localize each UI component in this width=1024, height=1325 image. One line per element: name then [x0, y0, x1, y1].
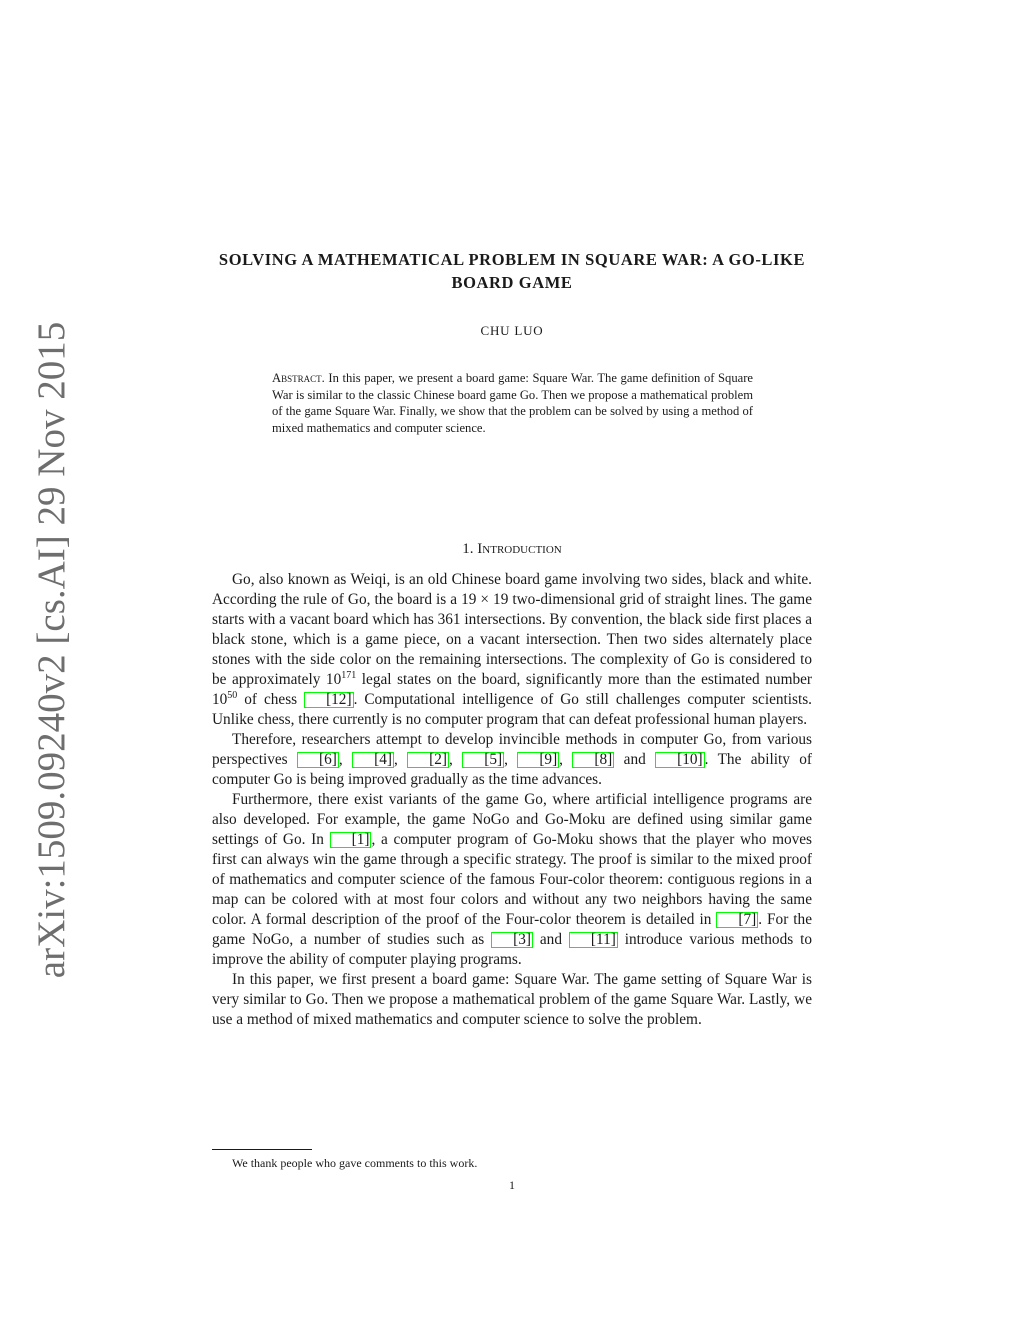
citation-link[interactable]: [4] [352, 752, 394, 768]
text-span: . Computational intelligence of Go still challenges computer scientists. Unlike chess, there currently is no computer program that can defeat professional human players. [212, 691, 812, 728]
citation-link[interactable]: [1] [330, 832, 372, 848]
text-span: , a computer program of Go-Moku shows that the player who moves first can always win the game through a specific strategy. The proof is similar to the mixed proof of mathematics and computer science of the famous Four-color theorem: contiguous regions in a map can be colored with at most four colors and without any two neighbors having the same color. A formal description of the proof of the Four-color theorem is detailed in [212, 831, 813, 928]
paragraph-3 [212, 790, 812, 970]
section-title: Introduction [477, 541, 562, 557]
section-number: 1. [462, 541, 474, 557]
text-span: Go, also known as Weiqi, is an old Chinese board game involving two sides, black and white. According the rule of Go, the board is a 19 × 19 two-dimensional grid of straight lines. The game starts with a vacant board which has 361 intersections. By convention, the black side first places a black stone, which is a game piece, on a vacant intersection. Then two sides alternately place stones with the side color on the remaining intersections. The complexity of Go is considered to be approximately [212, 571, 812, 688]
citation-link[interactable]: [9] [517, 752, 559, 768]
page-number: 1 [509, 1178, 515, 1192]
author-name: CHU LUO [480, 323, 544, 338]
text-span: legal states on the board, significantly more than the estimated number [356, 671, 812, 688]
abstract-text: In this paper, we present a board game: Square War. The game definition of Square War is similar to the classic Chinese board game Go. Then we propose a mathematical problem of the game Square War. Finally, we show that the problem can be solved by using a method of mixed mathematics and computer science. [272, 371, 754, 436]
text-span: introduce various methods to improve the ability of computer playing programs. [212, 931, 812, 968]
citation-link[interactable]: [3] [491, 932, 533, 948]
citation-link[interactable]: [6] [297, 752, 339, 768]
citation-link[interactable]: [12] [304, 692, 354, 708]
body-text [212, 570, 812, 1030]
citation-link[interactable]: [5] [462, 752, 504, 768]
citation-link[interactable]: [10] [655, 752, 705, 768]
text-span: Furthermore, there exist variants of the game Go, where artificial intelligence programs are also developed. For example, the game NoGo and Go-Moku are defined using similar game settings of Go. In [212, 791, 812, 848]
citation-link[interactable]: [11] [569, 932, 618, 948]
text-span: Therefore, researchers attempt to develop invincible methods in computer Go, from various perspectives [212, 731, 812, 768]
paragraph-2: Therefore, researchers attempt to develop invincible methods in computer Go, from various perspectives [6] , [4] , [2] , [5] , [9] , [8] and [10] . The ability of computer Go is being improved gradually as the time advances. [212, 731, 812, 788]
text-span: . For the game NoGo, a number of studies such as [212, 911, 812, 948]
text-span: and [532, 931, 569, 948]
superscript: 50 [227, 689, 238, 701]
superscript: 171 [341, 669, 357, 681]
citation-link[interactable]: [2] [407, 752, 449, 768]
text-span: 10 [212, 691, 228, 708]
citation-link[interactable]: [8] [572, 752, 614, 768]
text-span: . The ability of computer Go is being improved gradually as the time advances. [212, 751, 812, 788]
text-span: 10 [325, 671, 342, 688]
paragraph-1 [212, 570, 812, 730]
citation-link[interactable]: [7] [716, 912, 758, 928]
abstract [272, 370, 753, 437]
footnote-rule [212, 1149, 312, 1150]
text-span: and [614, 751, 656, 768]
footnote: We thank people who gave comments to this work. [232, 1156, 478, 1170]
abstract-label: Abstract. [272, 371, 325, 385]
paper-title: SOLVING A MATHEMATICAL PROBLEM IN SQUARE WAR: A GO-LIKE BOARD GAME [218, 250, 806, 292]
section-heading [212, 541, 812, 558]
arxiv-identifier: arXiv:1509.09240v2 [cs.AI] 29 Nov 2015 [30, 321, 73, 979]
text-span: of chess [237, 691, 305, 708]
paragraph-4: In this paper, we first present a board game: Square War. The game setting of Square War is very similar to Go. Then we propose a mathematical problem of the game Square War. Lastly, we use a method of mixed mathematics and computer science to solve the problem. [212, 971, 812, 1028]
